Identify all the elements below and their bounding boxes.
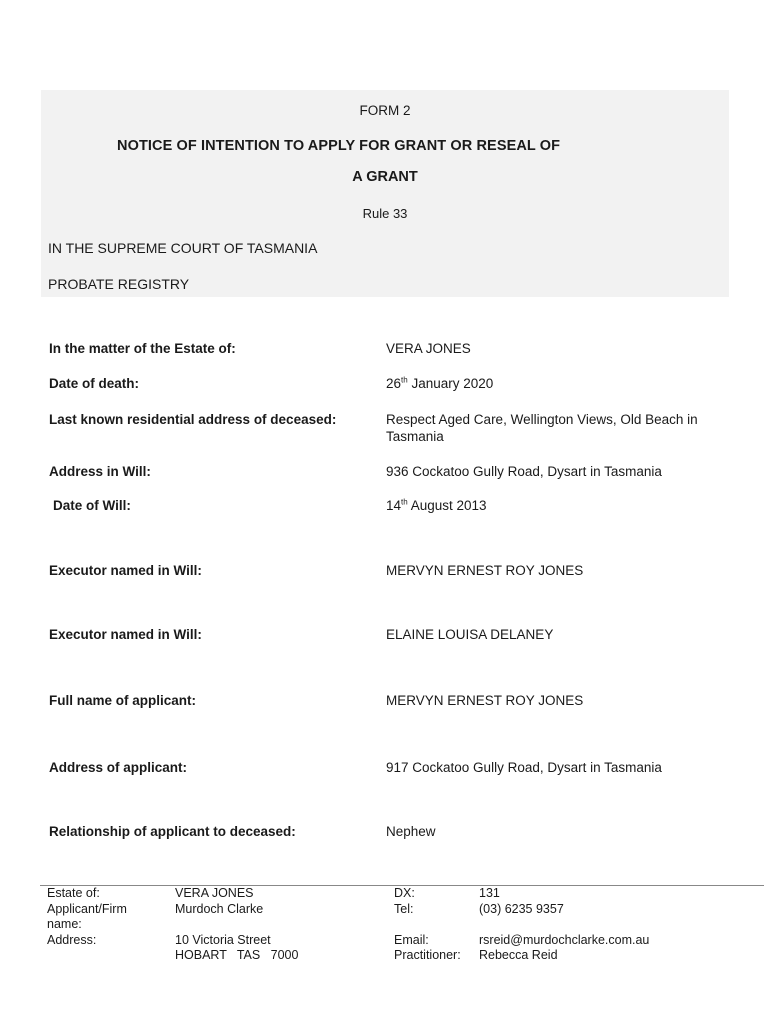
form-number: FORM 2	[359, 103, 411, 118]
footer-practitioner-value: Rebecca Reid	[479, 948, 558, 962]
footer-tel-label: Tel:	[394, 902, 414, 916]
address-in-will-value: 936 Cockatoo Gully Road, Dysart in Tasmania	[386, 464, 662, 479]
date-of-will-label: Date of Will:	[53, 498, 131, 513]
footer-estate-value: VERA JONES	[175, 886, 254, 900]
applicant-name-value: MERVYN ERNEST ROY JONES	[386, 693, 584, 708]
footer-firm-label-2: name:	[47, 917, 82, 931]
date-of-will-value: 14th August 2013	[386, 497, 487, 513]
last-address-label: Last known residential address of deceased:	[49, 412, 337, 427]
footer-dx-value: 131	[479, 886, 500, 900]
footer-practitioner-label: Practitioner:	[394, 948, 461, 962]
last-address-value: Respect Aged Care, Wellington Views, Old Beach in Tasmania	[386, 412, 698, 444]
relationship-value: Nephew	[386, 824, 436, 839]
header-box	[41, 90, 729, 297]
footer-firm-label-1: Applicant/Firm	[47, 902, 127, 916]
footer-dx-label: DX:	[394, 886, 415, 900]
address-in-will-label: Address in Will:	[49, 464, 151, 479]
footer-address-line2: HOBART TAS 7000	[175, 948, 299, 962]
form-title-line1: NOTICE OF INTENTION TO APPLY FOR GRANT OR RESEAL OF	[117, 138, 561, 154]
rule-reference: Rule 33	[362, 206, 408, 221]
applicant-address-value: 917 Cockatoo Gully Road, Dysart in Tasmania	[386, 760, 662, 775]
footer-address-label: Address:	[47, 933, 97, 947]
estate-value: VERA JONES	[386, 341, 471, 356]
registry-name: PROBATE REGISTRY	[48, 276, 190, 292]
footer-email-value[interactable]: rsreid@murdochclarke.com.au	[479, 933, 650, 947]
applicant-name-label: Full name of applicant:	[49, 693, 197, 708]
footer-email-label: Email:	[394, 933, 429, 947]
executor1-value: MERVYN ERNEST ROY JONES	[386, 563, 584, 578]
applicant-address-label: Address of applicant:	[49, 760, 188, 775]
court-name: IN THE SUPREME COURT OF TASMANIA	[48, 240, 318, 256]
executor1-label: Executor named in Will:	[49, 563, 202, 578]
footer-tel-value: (03) 6235 9357	[479, 902, 564, 916]
date-of-death-label: Date of death:	[49, 376, 140, 391]
footer-estate-label: Estate of:	[47, 886, 100, 900]
relationship-label: Relationship of applicant to deceased:	[49, 824, 296, 839]
executor2-label: Executor named in Will:	[49, 627, 202, 642]
executor2-value: ELAINE LOUISA DELANEY	[386, 627, 554, 642]
estate-label: In the matter of the Estate of:	[49, 341, 236, 356]
date-of-death-value: 26th January 2020	[386, 375, 494, 391]
form-title-line2: A GRANT	[352, 169, 418, 185]
footer-address-line1: 10 Victoria Street	[175, 933, 271, 947]
footer-firm-value: Murdoch Clarke	[175, 902, 264, 916]
